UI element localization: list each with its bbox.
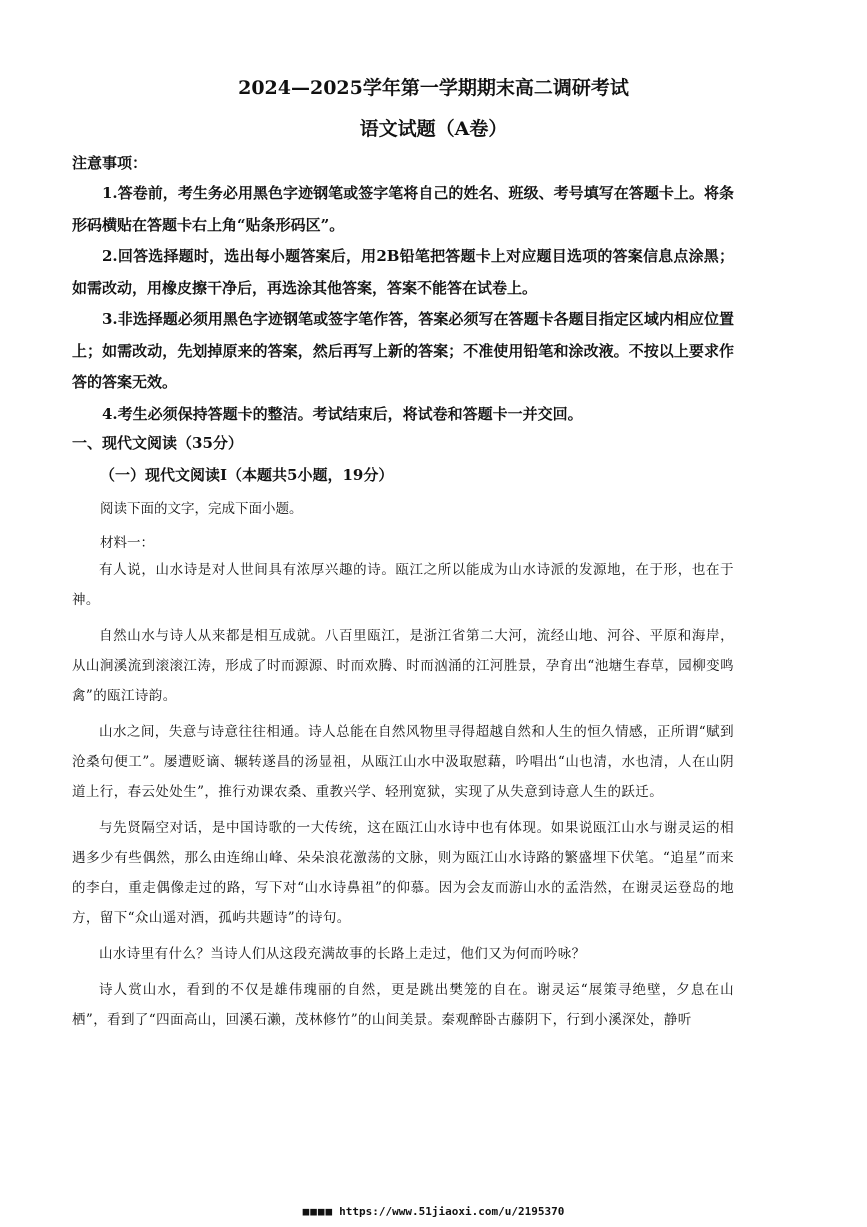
reading-instruction: 阅读下面的文字，完成下面小题。 [100, 501, 303, 517]
exam-subtitle: 语文试题（A卷） [359, 118, 508, 140]
reading-passage [72, 555, 734, 1035]
subsection-title: （一）现代文阅读Ⅰ（本题共5小题，19分） [100, 466, 394, 484]
footer-marks: ■■■■ [302, 1205, 334, 1218]
notice-item: 2.回答选择题时，选出每小题答案后，用2B铅笔把答题卡上对应题目选项的答案信息点涂黑；如需改动，用橡皮擦干净后，再选涂其他答案，答案不能答在试卷上。 [72, 247, 734, 297]
notice-heading: 注意事项： [72, 154, 148, 172]
material-label: 材料一： [100, 535, 154, 551]
notice-item: 4.考生必须保持答题卡的整洁。考试结束后，将试卷和答题卡一并交回。 [102, 404, 583, 423]
passage-paragraph: 诗人赏山水，看到的不仅是雄伟瑰丽的自然，更是跳出樊笼的自在。谢灵运“展策寻绝壁，夕息在山栖”，看到了“四面高山，回溪石濑，茂林修竹”的山间美景。秦观醉卧古藤阴下，行到小溪深处，静听 [72, 982, 734, 1028]
notice-list [72, 178, 734, 430]
passage-paragraph: 有人说，山水诗是对人世间具有浓厚兴趣的诗。瓯江之所以能成为山水诗派的发源地，在于形，也在于神。 [72, 562, 734, 608]
footer-url[interactable]: https://www.51jiaoxi.com/u/2195370 [339, 1205, 565, 1218]
notice-item: 1.答卷前，考生务必用黑色字迹钢笔或签字笔将自己的姓名、班级、考号填写在答题卡上。将条形码横贴在答题卡右上角“贴条形码区”。 [72, 184, 734, 234]
exam-title: 2024—2025学年第一学期期末高二调研考试 [238, 77, 629, 99]
passage-paragraph: 与先贤隔空对话，是中国诗歌的一大传统，这在瓯江山水诗中也有体现。如果说瓯江山水与谢灵运的相遇多少有些偶然，那么由连绵山峰、朵朵浪花激荡的文脉，则为瓯江山水诗路的繁盛埋下伏笔。“追星”而来的李白，重走偶像走过的路，写下对“山水诗鼻祖”的仰慕。因为会友而游山水的孟浩然，在谢灵运登岛的地方，留下“众山遥对酒，孤屿共题诗”的诗句。 [72, 820, 734, 926]
passage-paragraph: 山水之间，失意与诗意往往相通。诗人总能在自然风物里寻得超越自然和人生的恒久情感，正所谓“赋到沧桑句便工”。屡遭贬谪、辗转遂昌的汤显祖，从瓯江山水中汲取慰藉，吟唱出“山也清，水也清，人在山阴道上行，春云处处生”，推行劝课农桑、重教兴学、轻刑宽狱，实现了从失意到诗意人生的跃迁。 [72, 724, 734, 800]
passage-paragraph: 自然山水与诗人从来都是相互成就。八百里瓯江，是浙江省第二大河，流经山地、河谷、平原和海岸，从山涧溪流到滚滚江涛，形成了时而源源、时而欢腾、时而汹涌的江河胜景，孕育出“池塘生春草，园柳变鸣禽”的瓯江诗韵。 [72, 628, 734, 704]
passage-paragraph: 山水诗里有什么？当诗人们从这段充满故事的长路上走过，他们又为何而吟咏？ [99, 946, 586, 962]
notice-item: 3.非选择题必须用黑色字迹钢笔或签字笔作答，答案必须写在答题卡各题目指定区域内相应位置上；如需改动，先划掉原来的答案，然后再写上新的答案；不准使用铅笔和涂改液。不按以上要求作答的答案无效。 [72, 310, 734, 391]
section-title: 一、现代文阅读（35分） [72, 434, 243, 452]
page-footer [0, 1205, 867, 1218]
